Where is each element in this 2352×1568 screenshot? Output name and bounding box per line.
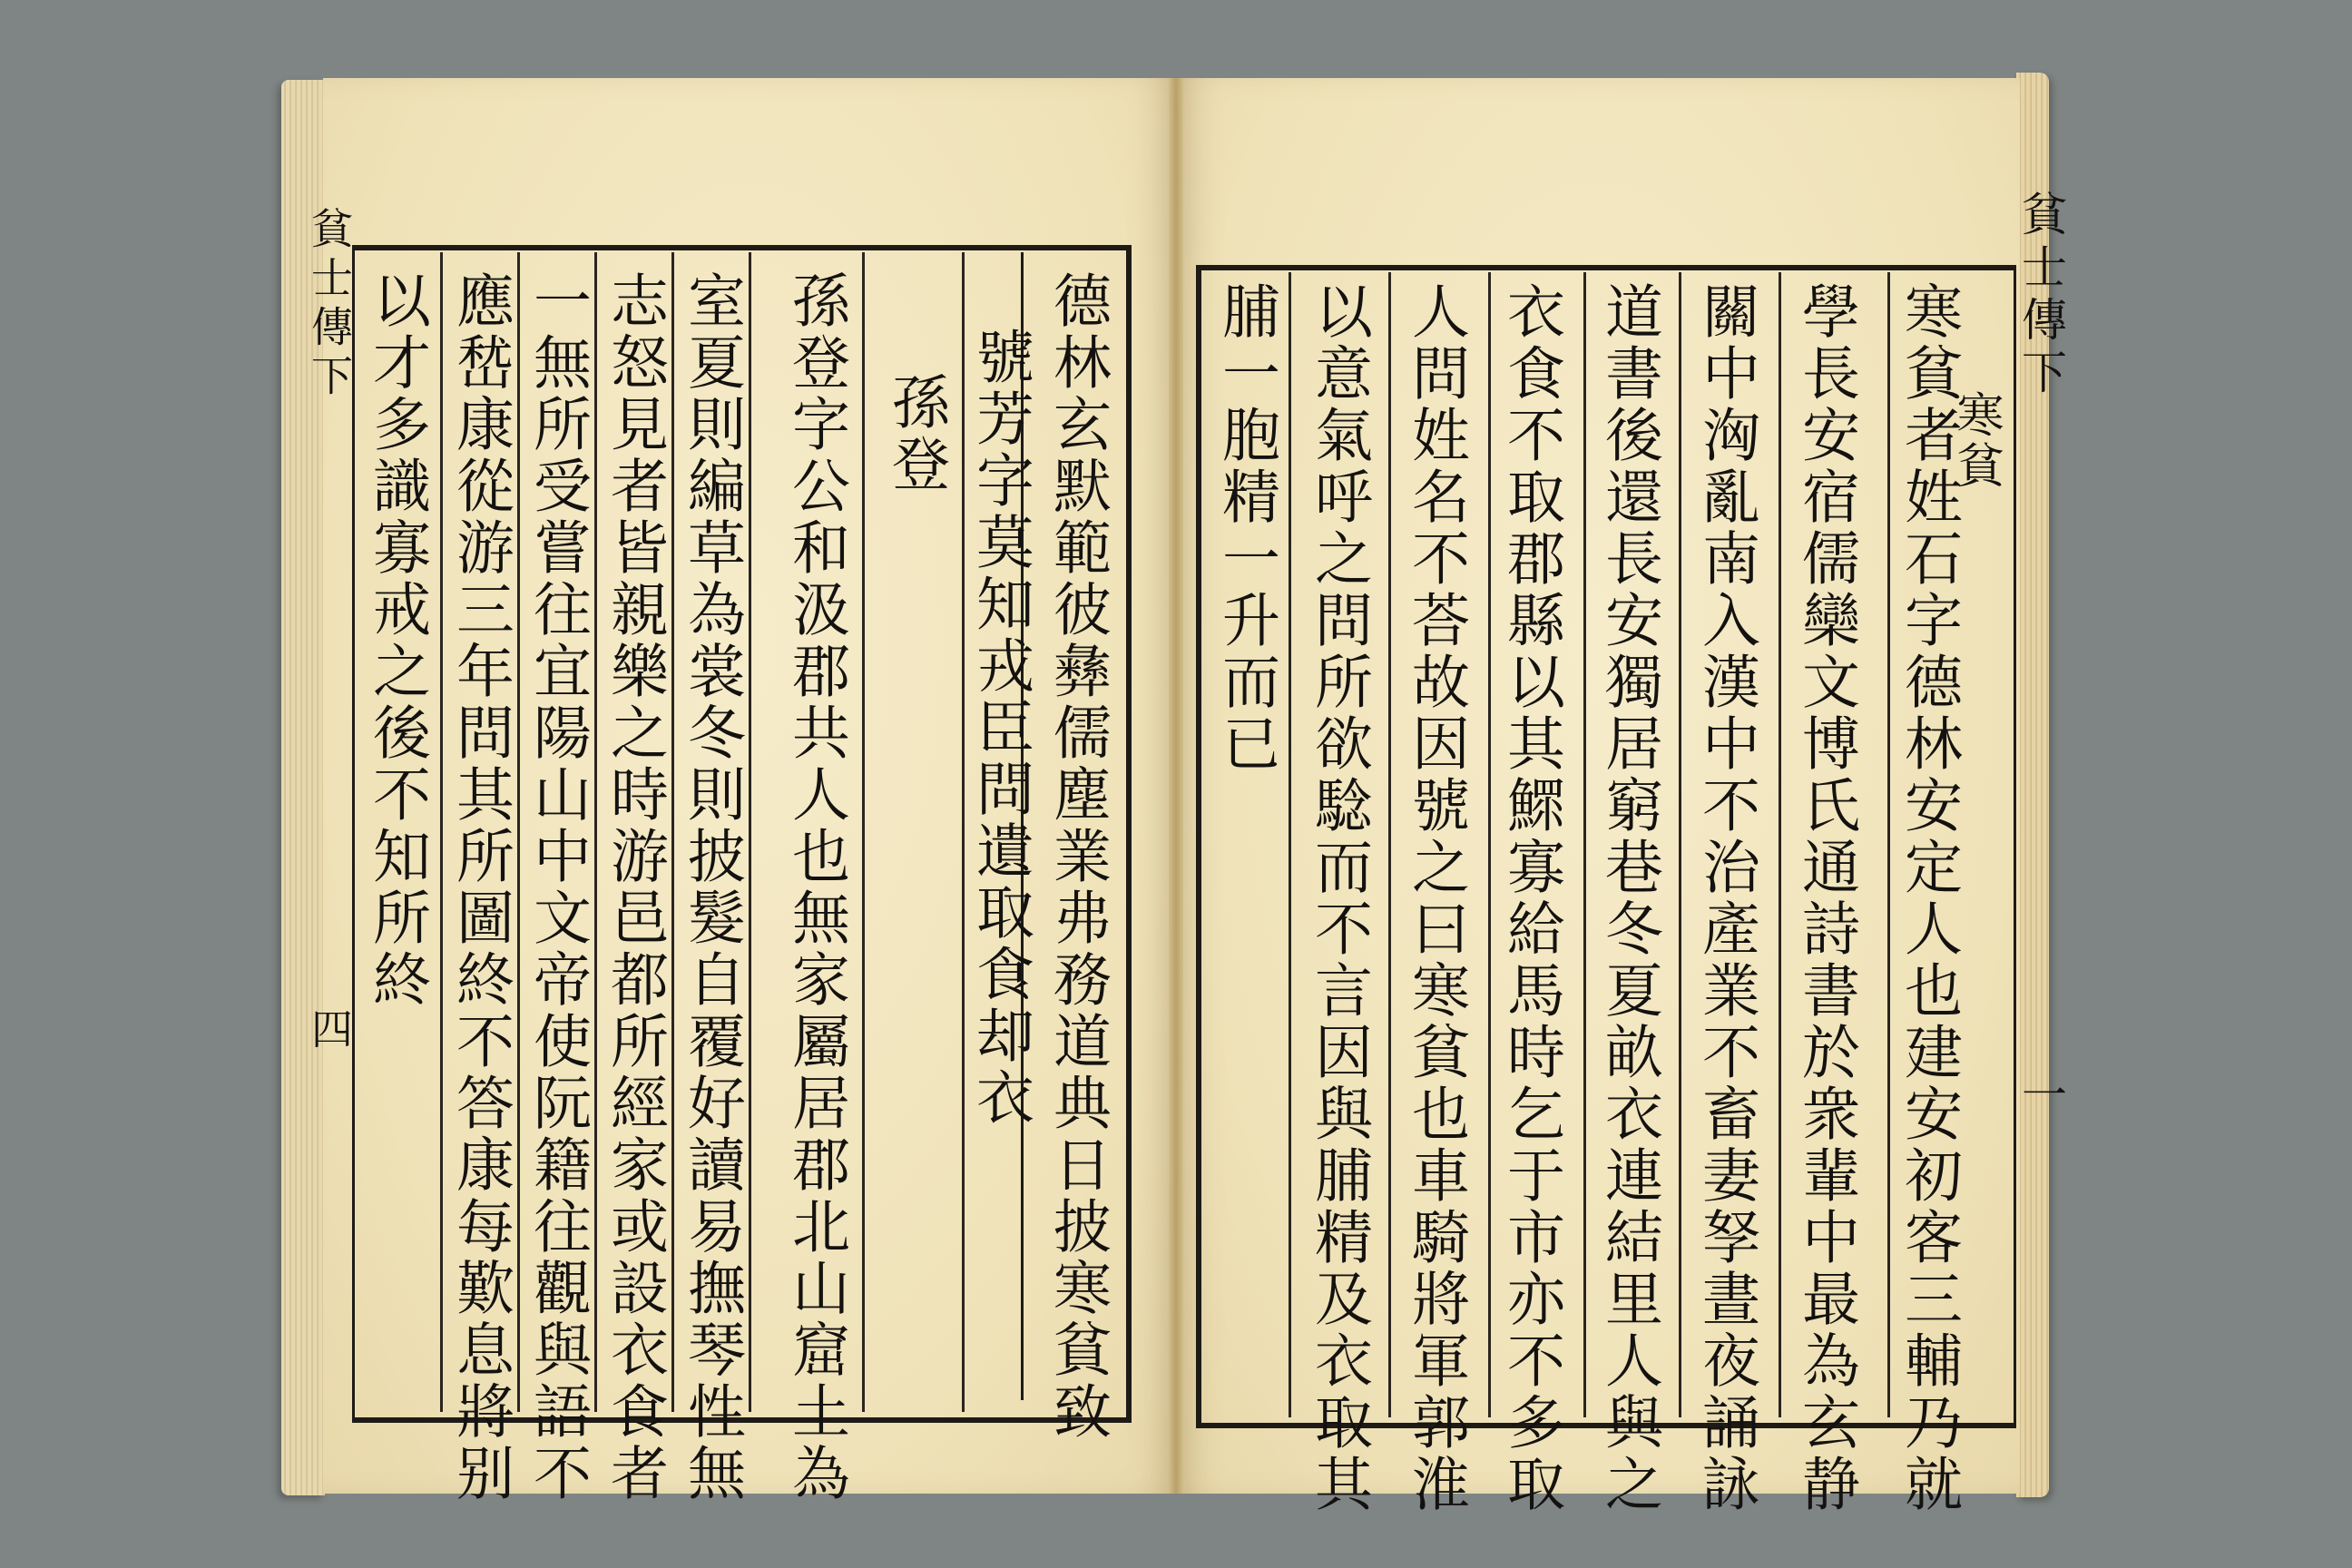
- text-column: 孫登字公和汲郡共人也無家屬居郡北山窟土為: [782, 270, 849, 1504]
- right-column-rule: [1583, 272, 1586, 1417]
- section-heading: 寒貧: [1948, 390, 2003, 492]
- text-column: 寒貧者姓石字德林安定人也建安初客三輔乃就: [1895, 281, 1962, 1515]
- text-column: 室夏則編草為裳冬則披髮自覆好讀易撫琴性無: [678, 270, 745, 1504]
- left-column-rule: [440, 252, 443, 1412]
- text-column: 學長安宿儒欒文博氏通詩書於衆輩中最為玄静: [1792, 281, 1859, 1515]
- left-column-rule: [517, 252, 520, 1412]
- text-column: 以才多識寡戒之後不知所終: [363, 270, 430, 1011]
- left-page-heading: 貧士傳下: [305, 207, 354, 403]
- text-column: 人問姓名不荅故因號之曰寒貧也車騎將軍郭淮: [1402, 281, 1469, 1515]
- right-column-rule: [1488, 272, 1491, 1417]
- text-column: 關中洶亂南入漢中不治產業不畜妻孥晝夜誦詠: [1692, 281, 1759, 1515]
- left-column-rule: [749, 252, 751, 1412]
- text-column: 德林玄默範彼彝儒塵業弗務道典日披寒貧致: [1044, 270, 1111, 1443]
- left-column-rule: [594, 252, 597, 1412]
- right-column-rule: [1388, 272, 1391, 1417]
- left-column-rule: [862, 252, 865, 1412]
- text-column: 衣食不取郡縣以其鰥寡給馬時乞于市亦不多取: [1497, 281, 1564, 1515]
- left-page-leaf-number: 四: [305, 1007, 354, 1056]
- left-column-rule: [671, 252, 674, 1412]
- right-column-rule: [1289, 272, 1291, 1417]
- right-column-rule: [1887, 272, 1890, 1417]
- text-column: 號芳字莫知戎臣問遺取食却衣: [966, 327, 1034, 1129]
- right-column-rule: [1679, 272, 1681, 1417]
- text-column: 志怒見者皆親樂之時游邑都所經家或設衣食者: [601, 270, 668, 1504]
- left-column-rule: [962, 252, 965, 1412]
- right-page-leaf-number: 一: [2014, 1071, 2067, 1123]
- right-page-heading: 貧士傳下: [2014, 191, 2067, 401]
- text-column: 應嵆康從游三年問其所圖終不答康每歎息將别: [446, 270, 514, 1504]
- text-column: 以意氣呼之問所欲騐而不言因與脯精及衣取其: [1305, 281, 1372, 1515]
- text-column: 脯一胞精一升而已: [1212, 281, 1279, 775]
- right-column-rule: [1779, 272, 1781, 1417]
- book-gutter: [1169, 78, 1183, 1494]
- text-column: 一無所受嘗往宜陽山中文帝使阮籍往觀與語不: [524, 270, 591, 1504]
- section-heading: 孫登: [882, 372, 949, 495]
- text-column: 道書後還長安獨居窮巷冬夏畝衣連結里人與之: [1595, 281, 1662, 1515]
